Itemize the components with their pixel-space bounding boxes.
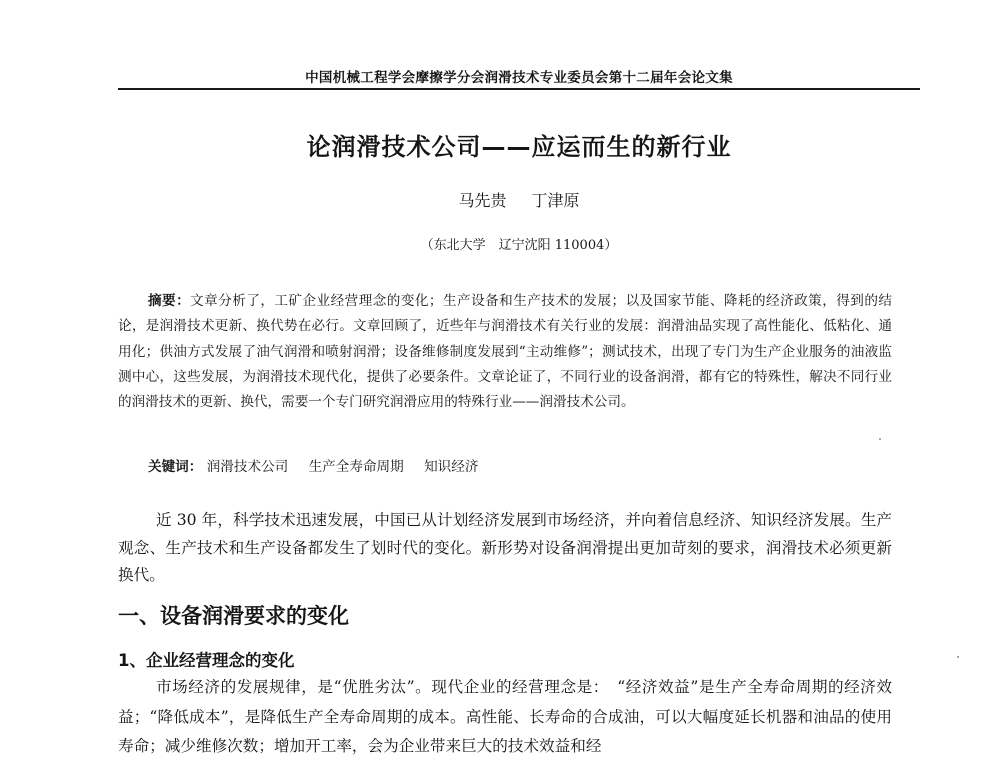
paper-title: 论润滑技术公司——应运而生的新行业 bbox=[306, 133, 732, 161]
subsection-heading: 1、企业经营理念的变化 bbox=[118, 651, 295, 670]
author-list bbox=[118, 188, 920, 211]
abstract-label: 摘要： bbox=[148, 293, 191, 309]
keyword: 知识经济 bbox=[424, 459, 479, 475]
running-header: 中国机械工程学会摩擦学分会润滑技术专业委员会第十二届年会论文集 bbox=[305, 70, 733, 86]
keyword: 生产全寿命周期 bbox=[308, 459, 404, 475]
abstract-text: 文章分析了，工矿企业经营理念的变化；生产设备和生产技术的发展；以及国家节能、降耗的经济政策，得到的结论，是润滑技术更新、换代势在必行。文章回顾了，近些年与润滑技术有关行业的发展：润滑油品实现了高性能化、低粘化、通用化；供油方式发展了油气润滑和喷射润滑；设备维修制度发展到“主动维修”；测试技术，出现了专门为生产企业服务的油液监测中心，这些发展，为润滑技术现代化，提供了必要条件。文章论证了，不同行业的设备润滑，都有它的特殊性，解决不同行业的润滑技术的更新、换代，需要一个专门研究润滑应用的特殊行业——润滑技术公司。 bbox=[118, 293, 892, 411]
author-affiliation: （东北大学 辽宁沈阳 110004） bbox=[420, 238, 618, 253]
header-rule bbox=[118, 88, 920, 90]
section-heading: 一、设备润滑要求的变化 bbox=[118, 604, 349, 628]
author-name: 马先贵 bbox=[458, 191, 507, 210]
intro-paragraph: 近 30 年，科学技术迅速发展，中国已从计划经济发展到市场经济，并向着信息经济、知识经济发展。生产观念、生产技术和生产设备都发生了划时代的变化。新形势对设备润滑提出更加苛刻的要求，润滑技术必须更新换代。 bbox=[118, 511, 892, 584]
scan-speck bbox=[879, 438, 881, 440]
keywords-label: 关键词： bbox=[148, 459, 203, 475]
abstract bbox=[118, 289, 892, 415]
keyword: 润滑技术公司 bbox=[206, 459, 289, 475]
author-name: 丁津原 bbox=[531, 191, 580, 210]
scan-speck bbox=[957, 656, 959, 658]
keywords bbox=[148, 455, 908, 475]
body-paragraph: 市场经济的发展规律，是“优胜劣汰”。现代企业的经营理念是： “经济效益”是生产全寿命周期的经济效益；“降低成本”，是降低生产全寿命周期的成本。高性能、长寿命的合成油，可以大幅度延长机器和油品的使用寿命；减少维修次数；增加开工率，会为企业带来巨大的技术效益和经 bbox=[118, 678, 892, 755]
